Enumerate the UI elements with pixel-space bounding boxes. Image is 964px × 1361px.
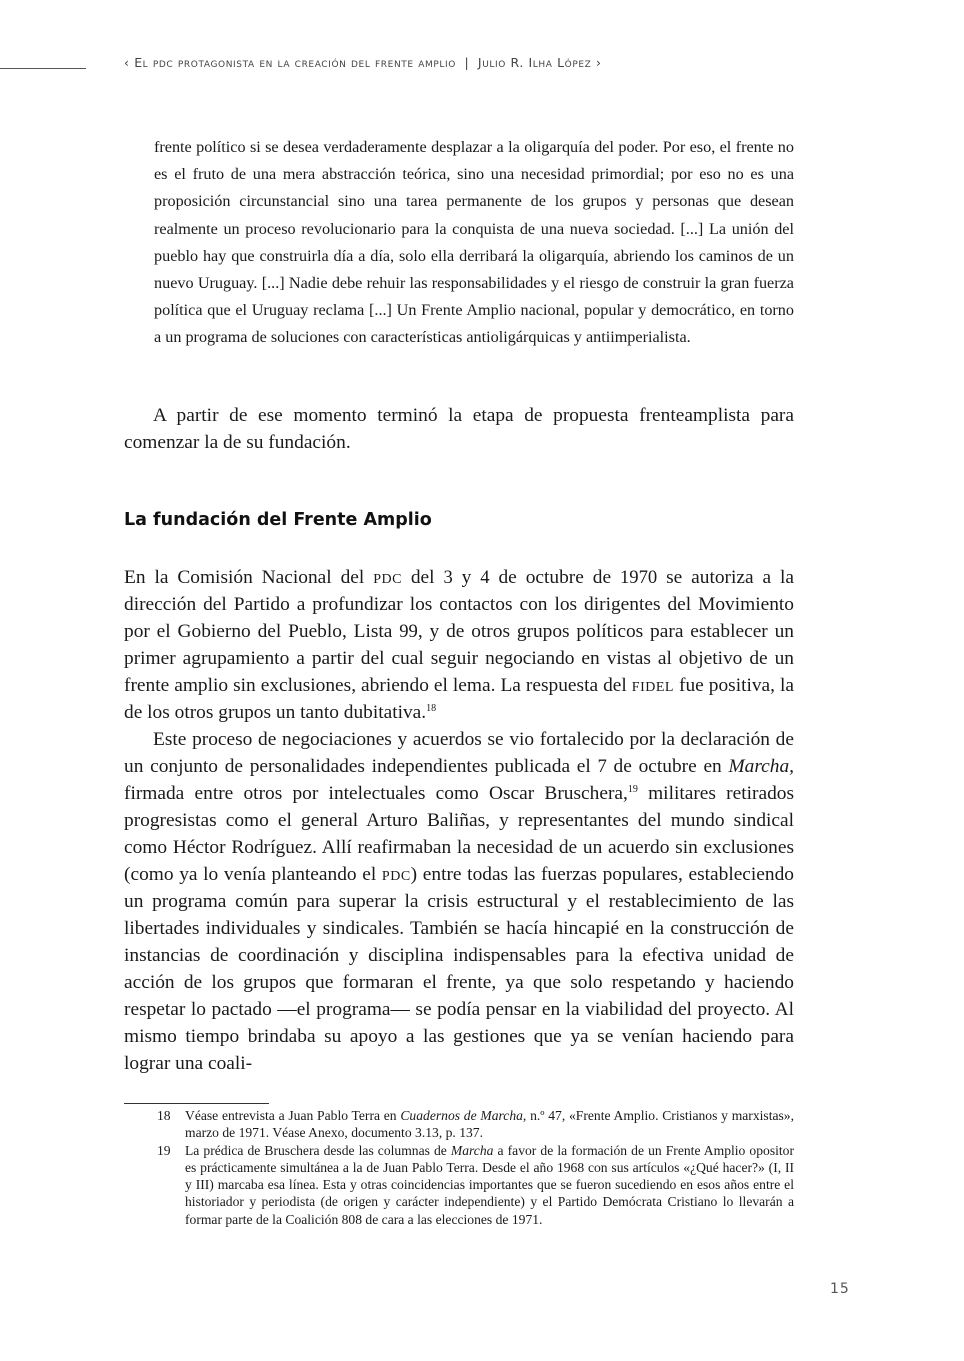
block-quote [154,134,794,352]
section-paragraph-1 [124,564,794,726]
italic-marcha: Marcha, [728,756,794,777]
text-run: ) entre todas las fuerzas populares, estableciendo un programa común para superar la crisis estructural y el restablecimiento de las libertades individuales y sindicales. También se hacía hincapié en la construcción de instancias de coordinación y disciplina indispensables para la efectiva unidad de acción de los grupos que formaran el frente, ya que solo respetando y haciendo respetar lo pactado —el programa— se podía pensar en la viabilidad del proyecto. Al mismo tiempo brindaba su apoyo a las gestiones que ya se venían haciendo para lograr una coali- [124,864,794,1074]
page-number: 15 [830,1281,850,1297]
text-run: se autoriza a la dirección del Partido a profundizar los contactos con los dirigentes del Movimiento por el Gobierno del Pueblo, Lista [124,567,795,642]
footnote-19 [124,1142,794,1228]
header-rule [0,68,86,69]
footnote-rule [124,1103,269,1104]
footnote-ref-18[interactable]: 18 [426,703,437,714]
header-left-bracket: ‹ [124,55,130,70]
text-run: de octubre de [489,567,620,588]
footnotes [124,1107,794,1228]
header-title: El pdc protagonista en la creación del frente amplio [134,55,456,70]
abbr-pdc: pdc [381,864,411,885]
text-run: , n.º 47, «Frente Amplio. Cristianos y marxistas», marzo de 1971. Véase Anexo, documento 3.13, p. 137. [185,1108,794,1141]
footnote-number: 18 [157,1108,171,1123]
footnote-18 [124,1107,794,1142]
list-number: 99 [399,621,418,642]
text-run: , y de otros grupos políticos para establecer un primer agrupamiento a partir del cual seguir negociando en vistas al objetivo de un frente amplio sin exclusiones, abriendo el lema. La respuesta del [124,621,794,696]
date-number: 3 [443,567,453,588]
quote-text: frente político si se desea verdaderamente desplazar a la oligarquía del poder. Por eso, el frente no es el fruto de una mera abstracción teórica, sino una necesidad primordial; por eso no es una proposición circunstancial sino una tarea permanente de los grupos y personas que desean realmente un proceso revolucionario para la conquista de una nueva sociedad. [...] La unión del pueblo hay que construirla día a día, solo ella derribará la oligarquía, abriendo los caminos de un nuevo Uruguay. [...] Nadie debe rehuir las responsabilidades y el riesgo de construir la gran fuerza política que el Uruguay reclama [...] Un Frente Amplio nacional, popular y democrático, en torno a un programa de soluciones con características antioligárquicas y antiimperialista. [154,138,794,347]
section-paragraph-2 [124,726,794,1077]
text-run: En la Comisión Nacional del [124,567,374,588]
text-run: de octubre en [606,756,729,777]
header-author: Julio R. Ilha López [477,55,592,70]
header-separator: | [464,55,470,70]
date-number: 7 [597,756,607,777]
text-run: Véase entrevista a Juan Pablo Terra en [185,1108,401,1123]
text-run: y [452,567,481,588]
footnote-text [185,1107,794,1142]
italic-title: Marcha [450,1142,494,1158]
date-number: 4 [480,567,490,588]
text-run: fue positiva, la de los otros grupos un tanto dubitativa. [124,675,795,723]
section-body [124,564,794,1077]
text-run: militares retirados progresistas como el general Arturo Baliñas, y representantes del mundo sindical como Héctor Rodríguez. Allí reafirmaban la necesidad de un acuerdo sin exclusiones (como ya lo venía planteando el [124,783,795,885]
text-run: del [401,567,444,588]
text-run: firmada entre otros por intelectuales como Oscar Bruschera, [124,783,628,804]
header-right-bracket: › [596,55,602,70]
footnote-number: 19 [157,1142,171,1158]
italic-title: Cuadernos de Marcha [400,1108,523,1123]
paragraph-after-quote: A partir de ese momento terminó la etapa de propuesta frenteamplista para comenzar la de su fundación. [124,405,794,453]
footnote-text [185,1142,794,1228]
text-run: Este proceso de negociaciones y acuerdos se vio fortalecido por la declaración de un conjunto de personalidades independientes publicada el [124,729,794,777]
abbr-fidel: fidel [631,675,674,696]
text-run: a favor de la formación de un Frente Amplio opositor es prácticamente simultánea a la de Juan Pablo Terra. Desde el año 1968 con sus artículos «¿Qué hacer?» (I, II y III) marcaba esa línea. Esta y otras coincidencias importantes que se fueron sucediendo en esos años entre el historiador y periodista (de origen y carácter independiente) y el Partido Demócrata Cristiano lo llevarán a formar parte de la Coalición 808 de cara a las elecciones de 1971. [185,1142,794,1227]
section-title: La fundación del Frente Amplio [124,510,432,530]
year-number: 1970 [619,567,658,588]
running-header [124,55,602,70]
paragraph-after-quote-block [124,402,794,456]
footnote-ref-19[interactable]: 19 [627,784,638,795]
abbr-pdc: pdc [373,567,402,588]
text-run: La prédica de Bruschera desde las columnas de [185,1142,451,1158]
